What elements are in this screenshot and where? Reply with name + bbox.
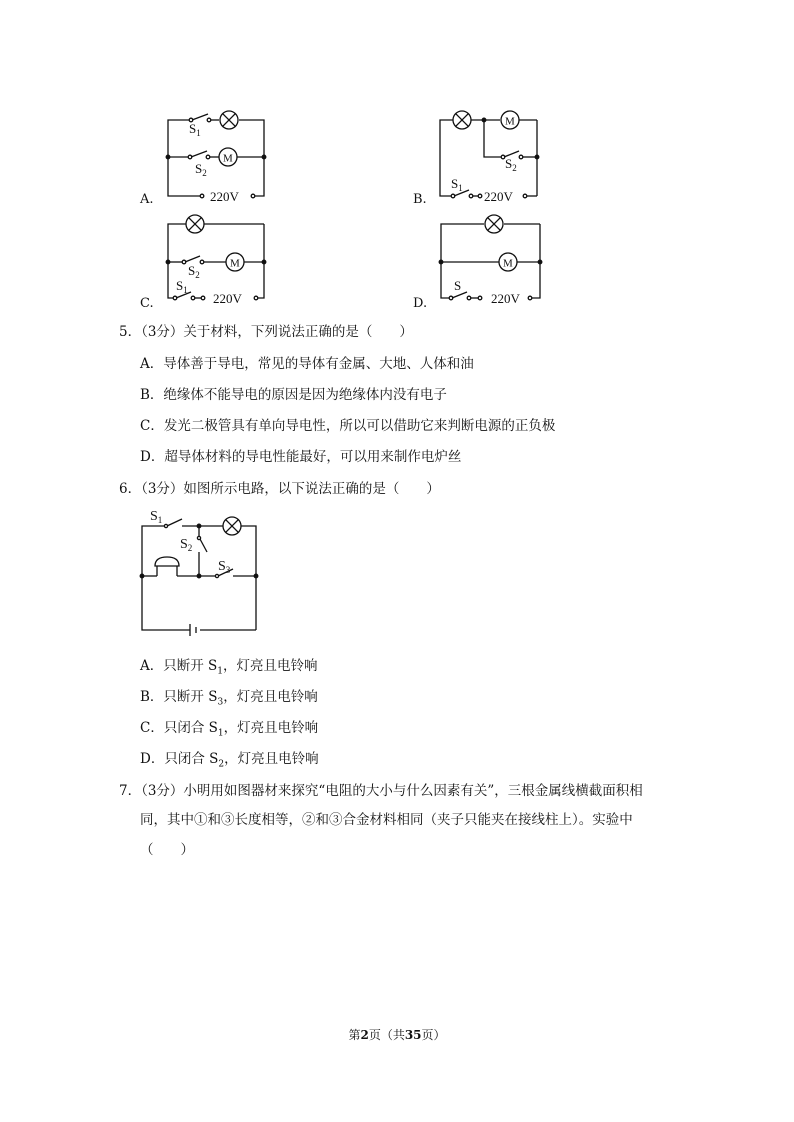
q5-stem: 5．（3分）关于材料，下列说法正确的是（ ） <box>119 324 413 340</box>
option-a-letter: A. <box>140 192 154 207</box>
c-motor-label: M <box>230 257 240 270</box>
svg-text:S1: $S_1$ <box>451 176 463 193</box>
bell-icon <box>155 557 179 576</box>
a-s1-label: S <box>189 121 197 136</box>
svg-text:S1: $S_1$ <box>176 278 188 295</box>
c-voltage-label: 220V <box>213 291 242 306</box>
c-s1-label: S <box>176 278 184 293</box>
q6-option-a: A．只断开 $S_1$，灯亮且电铃响 <box>140 658 318 677</box>
q5-option-b: B．绝缘体不能导电的原因是因为绝缘体内没有电子 <box>140 387 447 403</box>
b-motor-label: M <box>505 115 515 128</box>
footer-total-pages: 35 <box>404 1028 422 1042</box>
q6-s1-label: S <box>150 509 158 524</box>
q6-option-c: C．只闭合 $S_1$，灯亮且电铃响 <box>140 720 319 739</box>
q7-line-1: 7．（3分）小明用如图器材来探究“电阻的大小与什么因素有关”，三根金属线横截面积相 <box>119 783 643 799</box>
b-s1-label: S <box>451 176 459 191</box>
svg-text:S2: $S_2$ <box>505 156 517 173</box>
svg-text:S2: $S_2$ <box>188 263 200 280</box>
svg-text:S1: $S_1$ <box>189 121 201 138</box>
svg-text:S3: $S_3$ <box>218 559 231 575</box>
b-s2-label: S <box>505 156 513 171</box>
q6-s2-label: S <box>180 537 188 552</box>
q6-stem: 6．（3分）如图所示电路，以下说法正确的是（ ） <box>119 481 440 497</box>
d-motor-label: M <box>503 257 513 270</box>
a-s2-label: S <box>195 161 203 176</box>
d-s-label: S <box>454 278 462 293</box>
footer-page-number: 2 <box>360 1028 369 1042</box>
a-voltage-label: 220V <box>210 189 239 204</box>
q5-option-c: C．发光二极管具有单向导电性，所以可以借助它来判断电源的正负极 <box>140 418 556 434</box>
q6-option-d: D．只闭合 $S_2$，灯亮且电铃响 <box>140 751 319 770</box>
circuit-options-figure <box>0 0 794 330</box>
option-b-letter: B. <box>413 192 427 207</box>
svg-text:S2: $S_2$ <box>195 161 207 178</box>
page-footer: 第2页（共35页） <box>348 1028 446 1042</box>
d-voltage-label: 220V <box>491 291 520 306</box>
q7-line-3: （ ） <box>140 842 194 858</box>
q7-line-2: 同，其中①和③长度相等，②和③合金材料相同（夹子只能夹在接线柱上）。实验中 <box>140 812 633 828</box>
a-motor-label: M <box>223 152 233 165</box>
option-d-letter: D. <box>413 296 428 311</box>
svg-text:S2: $S_2$ <box>180 537 193 553</box>
q6-circuit-figure <box>120 500 280 640</box>
circuit-a <box>166 111 266 198</box>
q6-option-b: B．只断开 $S_3$，灯亮且电铃响 <box>140 689 318 708</box>
option-c-letter: C. <box>140 296 154 311</box>
svg-text:S1: $S_1$ <box>150 509 163 525</box>
c-s2-label: S <box>188 263 196 278</box>
q6-s3-label: S <box>218 559 226 574</box>
q5-option-d: D．超导体材料的导电性能最好，可以用来制作电炉丝 <box>140 449 462 465</box>
b-voltage-label: 220V <box>484 189 513 204</box>
q5-option-a: A．导体善于导电，常见的导体有金属、大地、人体和油 <box>140 356 474 372</box>
